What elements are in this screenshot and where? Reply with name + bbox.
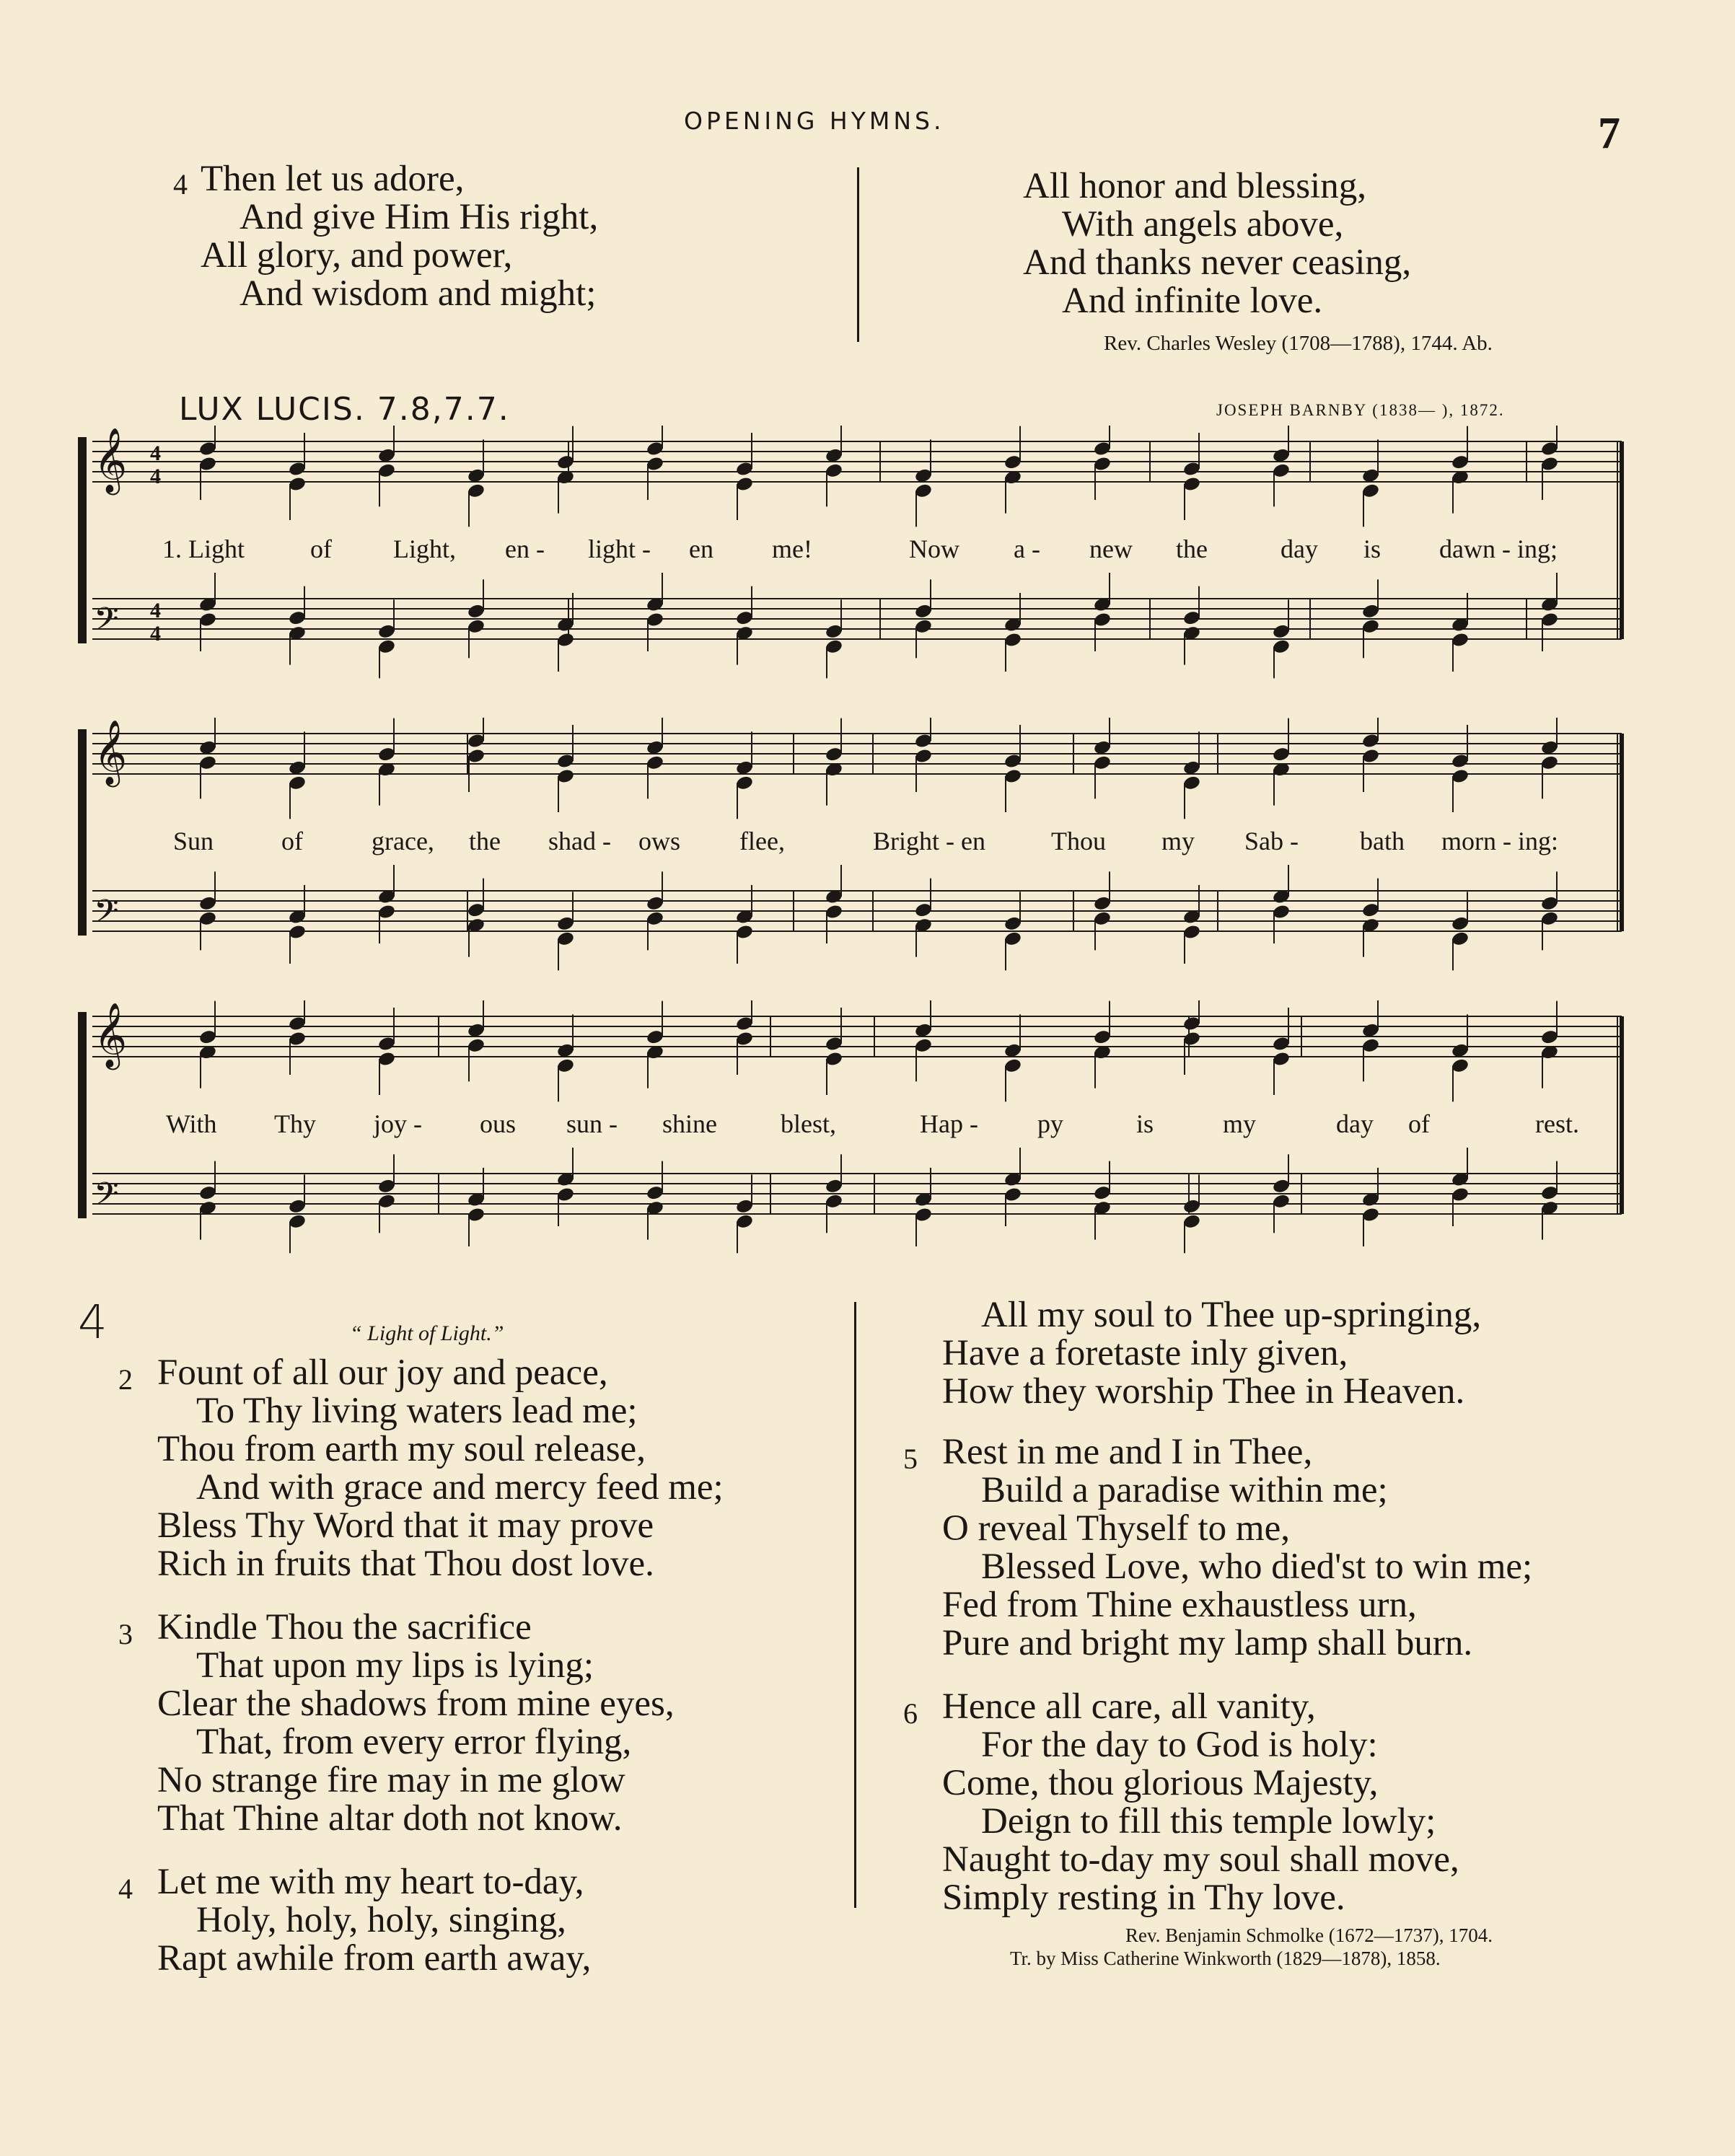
- author-credit: Rev. Benjamin Schmolke (1672—1737), 1704.: [1125, 1924, 1493, 1946]
- music-system-2: [78, 718, 1643, 974]
- lyric-syllable: py: [1037, 1109, 1063, 1138]
- verse-line: And give Him His right,: [240, 197, 599, 237]
- lyric-syllable: shine: [662, 1109, 717, 1138]
- verse-line: Thou from earth my soul release,: [157, 1429, 646, 1469]
- lyric-syllable: new: [1089, 534, 1133, 563]
- verse-3: [118, 1607, 675, 1839]
- author-credit: Rev. Charles Wesley (1708—1788), 1744. Ab.: [1104, 332, 1493, 355]
- lyric-syllable: my: [1161, 827, 1195, 855]
- verse-line: Hence all care, all vanity,: [942, 1686, 1316, 1727]
- system-bracket: [78, 729, 87, 936]
- composer-credit: JOSEPH BARNBY (1838— ), 1872.: [1216, 401, 1505, 419]
- lyric-syllable: flee,: [739, 827, 785, 855]
- lyric-syllable: the: [469, 827, 501, 855]
- verse-line: Kindle Thou the sacrifice: [157, 1607, 532, 1647]
- lyric-syllable: the: [1176, 534, 1208, 563]
- verse-line: Then let us adore,: [201, 159, 465, 199]
- verse-line: And infinite love.: [1062, 281, 1323, 321]
- bass-clef-icon: 𝄢: [94, 1175, 119, 1220]
- lyric-syllable: blest,: [781, 1109, 836, 1138]
- verse-2: [118, 1352, 724, 1584]
- lyric-syllable: Light,: [393, 534, 456, 563]
- time-signature: 4: [150, 465, 161, 488]
- time-signature: 4: [150, 622, 161, 646]
- lyric-syllable: shad -: [548, 827, 611, 855]
- verse-line: Clear the shadows from mine eyes,: [157, 1684, 675, 1724]
- time-signature: 4: [150, 599, 161, 622]
- verse-number: 6: [903, 1697, 918, 1730]
- verse-line: Bless Thy Word that it may prove: [157, 1505, 654, 1546]
- verse-line: Simply resting in Thy love.: [942, 1878, 1345, 1918]
- verse-line: Pure and bright my lamp shall burn.: [942, 1623, 1473, 1663]
- verse-number: 4: [173, 168, 188, 201]
- lyric-syllable: my: [1223, 1109, 1257, 1138]
- bass-clef-icon: 𝄢: [94, 892, 119, 938]
- column-divider: [857, 167, 859, 342]
- lyric-syllable: morn - ing:: [1441, 827, 1558, 855]
- lyric-syllable: Sun: [173, 827, 214, 855]
- lyric-syllable: dawn - ing;: [1439, 534, 1558, 563]
- lyric-syllable: ows: [638, 827, 681, 855]
- column-divider: [854, 1302, 856, 1908]
- lyric-syllable: me!: [772, 534, 812, 563]
- lyric-syllable: grace,: [372, 827, 434, 855]
- running-header: OPENING HYMNS.: [684, 107, 945, 135]
- verse-line: And wisdom and might;: [240, 273, 597, 314]
- verse-line: No strange fire may in me glow: [157, 1760, 625, 1800]
- lyric-syllable: en -: [505, 534, 545, 563]
- hymn-subtitle: “ Light of Light.”: [350, 1321, 504, 1345]
- verse-4: [118, 1862, 592, 1979]
- lyric-syllable: joy -: [374, 1109, 422, 1138]
- lyric-syllable: With: [166, 1109, 217, 1138]
- verse-line: Naught to-day my soul shall move,: [942, 1839, 1459, 1880]
- lyric-syllable: Now: [909, 534, 959, 563]
- lyric-syllable: en: [689, 534, 713, 563]
- lyric-syllable: of: [310, 534, 332, 563]
- lyric-syllable: rest.: [1535, 1109, 1579, 1138]
- verse-line: Rapt awhile from earth away,: [157, 1938, 592, 1979]
- lyric-syllable: ous: [480, 1109, 517, 1138]
- verse-line: Blessed Love, who died'st to win me;: [981, 1546, 1533, 1587]
- verse-4-continued: [942, 1296, 1481, 1411]
- lyric-syllable: bath: [1360, 827, 1405, 855]
- verse-line: Let me with my heart to-day,: [157, 1862, 584, 1902]
- lyric-syllable: is: [1136, 1109, 1154, 1138]
- verse-line: That Thine altar doth not know.: [157, 1798, 623, 1839]
- verse-6: [903, 1686, 1459, 1918]
- verse-line: All glory, and power,: [201, 235, 513, 276]
- verse-line: Rest in me and I in Thee,: [942, 1432, 1313, 1472]
- verse-number: 2: [118, 1363, 133, 1396]
- treble-clef-icon: 𝄞: [94, 428, 128, 493]
- verse-line: Have a foretaste inly given,: [942, 1333, 1348, 1373]
- verse-line: That upon my lips is lying;: [196, 1645, 594, 1686]
- bass-clef-icon: 𝄢: [94, 600, 119, 646]
- verse-line: And thanks never ceasing,: [1023, 242, 1412, 283]
- treble-clef-icon: 𝄞: [94, 1003, 128, 1068]
- verse-line: With angels above,: [1062, 204, 1344, 245]
- treble-clef-icon: 𝄞: [94, 720, 128, 785]
- lyric-syllable: sun -: [566, 1109, 618, 1138]
- lyric-syllable: Sab -: [1244, 827, 1299, 855]
- lyric-syllable: Thy: [274, 1109, 316, 1138]
- lyric-syllable: Hap -: [920, 1109, 978, 1138]
- verse-line: Fount of all our joy and peace,: [157, 1352, 608, 1393]
- verse-5: [903, 1432, 1533, 1663]
- lyric-syllable: of: [281, 827, 303, 855]
- verse-line: To Thy living waters lead me;: [196, 1391, 638, 1431]
- lyric-syllable: Thou: [1051, 827, 1106, 855]
- translator-credit: Tr. by Miss Catherine Winkworth (1829—1878), 1858.: [1010, 1948, 1441, 1969]
- verse-line: How they worship Thee in Heaven.: [942, 1371, 1465, 1412]
- verse-line: All honor and blessing,: [1023, 166, 1366, 206]
- lyric-syllable: a -: [1014, 534, 1040, 563]
- verse-number: 4: [118, 1873, 133, 1905]
- verse-line: O reveal Thyself to me,: [942, 1508, 1290, 1549]
- lyric-syllable: day: [1281, 534, 1318, 563]
- page-number: 7: [1598, 109, 1620, 158]
- time-signature: 4: [150, 441, 161, 465]
- previous-verse-left: [173, 159, 599, 314]
- verse-line: Rich in fruits that Thou dost love.: [157, 1544, 654, 1584]
- lyric-syllable: is: [1363, 534, 1382, 563]
- tune-name: LUX LUCIS. 7.8,7.7.: [179, 391, 510, 428]
- verse-line: That, from every error flying,: [196, 1722, 632, 1762]
- verse-line: All my soul to Thee up-springing,: [981, 1295, 1482, 1335]
- lyric-syllable: 1. Light: [162, 534, 245, 563]
- verse-number: 3: [118, 1618, 133, 1650]
- hymn-number: 4: [78, 1296, 107, 1350]
- lyric-syllable: of: [1408, 1109, 1430, 1138]
- lyric-syllable: Bright - en: [873, 827, 985, 855]
- verse-line: And with grace and mercy feed me;: [196, 1467, 724, 1508]
- verse-line: Fed from Thine exhaustless urn,: [942, 1585, 1417, 1625]
- system-bracket: [78, 1012, 87, 1218]
- lyric-syllable: day: [1336, 1109, 1374, 1138]
- verse-line: Holy, holy, holy, singing,: [196, 1900, 566, 1940]
- lyric-syllable: light -: [588, 534, 651, 563]
- verse-line: Build a paradise within me;: [981, 1470, 1388, 1510]
- verse-number: 5: [903, 1443, 918, 1475]
- verse-line: Come, thou glorious Majesty,: [942, 1763, 1379, 1803]
- verse-line: Deign to fill this temple lowly;: [981, 1801, 1436, 1842]
- verse-line: For the day to God is holy:: [981, 1725, 1378, 1765]
- system-bracket: [78, 437, 87, 643]
- previous-verse-right: [1023, 167, 1411, 320]
